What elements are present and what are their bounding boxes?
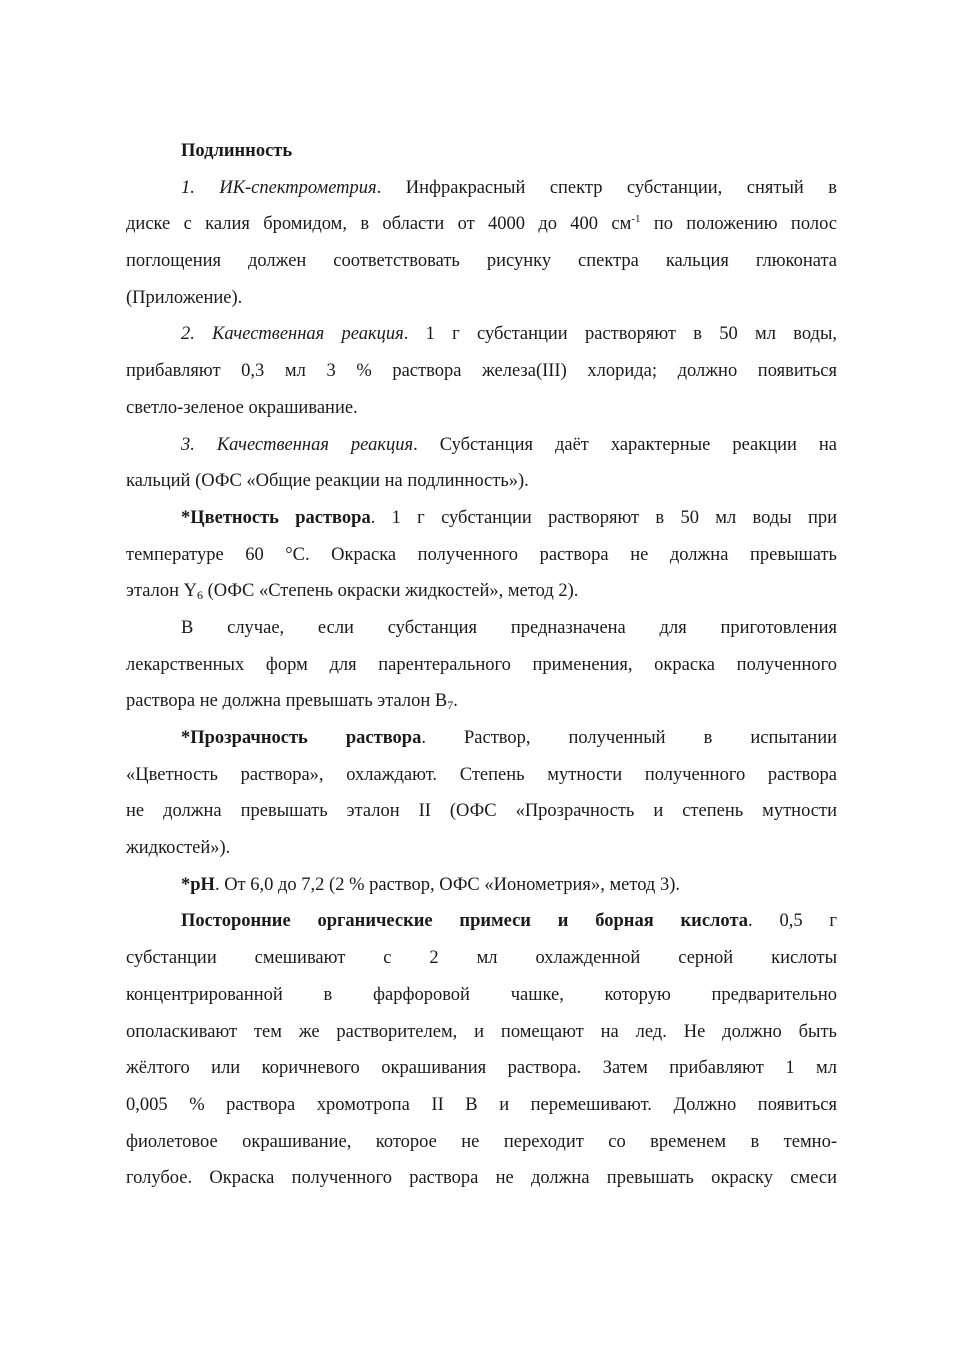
p1-label: 1. ИК-спектрометрия [181,177,377,198]
p3-line-1: 3. Качественная реакция. Субстанция даёт характерные реакции на [181,434,837,455]
p2-line-2: прибавляют 0,3 мл 3 % раствора железа(III) хлорида; должно появиться [126,361,837,382]
p2-line-1: 2. Качественная реакция. 1 г субстанции растворяют в 50 мл воды, [181,324,837,345]
p4-line-3: эталон $Y_6$ (ОФС «Степень окраски жидкостей», метод 2). [126,581,579,603]
p8-line-7: фиолетовое окрашивание, которое не переходит со временем в темно- [126,1131,837,1152]
p1-line-4: (Приложение). [126,287,243,308]
p5-line-2: лекарственных форм для парентерального применения, окраска полученного [126,654,837,675]
p8-line-1: Посторонние органические примеси и борная кислота. 0,5 г [181,911,837,932]
p8-line-8: голубое. Окраска полученного раствора не должна превышать окраску смеси [126,1168,837,1189]
section-heading: Подлинность [181,141,293,161]
p6-line-2: «Цветность раствора», охлаждают. Степень мутности полученного раствора [126,764,837,785]
p8-line-2: субстанции смешивают с 2 мл охлажденной серной кислоты [126,948,837,969]
document-page [126,133,837,1197]
p8-line-6: 0,005 % раствора хромотропа II В и перемешивают. Должно появиться [126,1094,837,1115]
p3-line-2: кальций (ОФС «Общие реакции на подлинность»). [126,471,529,492]
p3-label: 3. Качественная реакция [181,434,414,455]
p1-line-1: 1. ИК-спектрометрия. Инфракрасный спектр субстанции, снятый в [181,177,837,198]
p6-line-1: *Прозрачность раствора. Раствор, полученный в испытании [181,728,837,748]
p6-line-3: не должна превышать эталон II (ОФС «Прозрачность и степень мутности [126,801,837,822]
p7-line-1: *pH. От 6,0 до 7,2 (2 % раствор, ОФС «Ионометрия», метод 3). [181,874,680,895]
p4-line-1: *Цветность раствора. 1 г субстанции растворяют в 50 мл воды при [181,507,837,528]
p6-line-4: жидкостей»). [126,838,231,859]
p1-line-2: диске с калия бромидом, в области от 4000 до 400 $см^{-1}$ по положению полос [126,213,837,235]
p6-label: *Прозрачность раствора [181,728,422,748]
p2-line-3: светло-зеленое окрашивание. [126,397,358,418]
p4-line-2: температуре 60 °С. Окраска полученного раствора не должна превышать [126,544,837,565]
p5-line-1: В случае, если субстанция предназначена для приготовления [181,617,837,638]
p8-line-5: жёлтого или коричневого окрашивания раствора. Затем прибавляют 1 мл [126,1058,837,1079]
p8-line-3: концентрированной в фарфоровой чашке, которую предварительно [126,984,837,1005]
p7-label: *pH [181,874,215,895]
p5-line-3: раствора не должна превышать эталон $B_7$. [126,691,458,713]
p8-line-4: ополаскивают тем же растворителем, и помещают на лед. Не должно быть [126,1021,837,1042]
p4-label: *Цветность раствора [181,507,371,528]
p1-line-3: поглощения должен соответствовать рисунку спектра кальция глюконата [126,251,837,272]
p2-label: 2. Качественная реакция [181,324,404,345]
p8-label: Посторонние органические примеси и борная кислота [181,911,749,932]
